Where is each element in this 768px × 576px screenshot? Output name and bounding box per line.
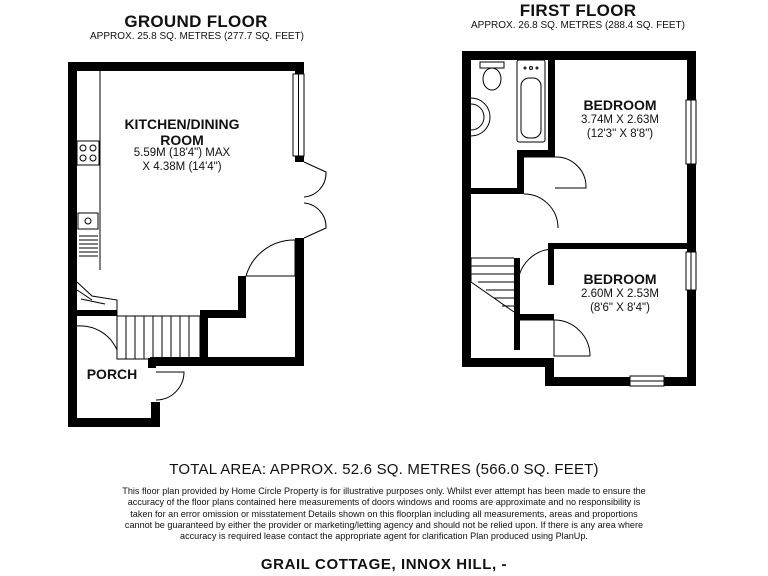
property-name: GRAIL COTTAGE, INNOX HILL, - xyxy=(260,556,508,573)
bedroom1-dim-line2: (12'3" X 8'8") xyxy=(586,128,654,140)
kitchen-dim-line2: X 4.38M (14'4") xyxy=(142,161,222,173)
ground-floor-area: APPROX. 25.8 SQ. METRES (277.7 SQ. FEET) xyxy=(90,31,304,42)
ground-floor-title: GROUND FLOOR xyxy=(124,12,268,31)
kitchen-dimensions xyxy=(100,146,264,174)
first-floor-area: APPROX. 26.8 SQ. METRES (288.4 SQ. FEET) xyxy=(471,20,685,31)
first-staircase xyxy=(471,258,514,312)
first-floor-title: FIRST FLOOR xyxy=(519,1,637,20)
bedroom2-dim-line1: 2.60M X 2.53M xyxy=(581,288,659,300)
porch-label: PORCH xyxy=(86,366,138,382)
french-doors xyxy=(304,162,326,238)
total-area: TOTAL AREA: APPROX. 52.6 SQ. METRES (566.0 SQ. FEET) xyxy=(169,461,599,478)
bathroom-fittings xyxy=(471,60,545,142)
kitchen-name-line1: KITCHEN/DINING xyxy=(124,116,240,132)
kitchen-dim-line1: 5.59M (18'4") MAX xyxy=(133,147,231,159)
kitchen-dining-label xyxy=(100,116,264,148)
ground-staircase xyxy=(77,282,200,359)
bedroom1-label: BEDROOM xyxy=(583,97,657,113)
kitchen-window xyxy=(293,74,304,156)
bedroom2-label: BEDROOM xyxy=(583,271,657,287)
kitchen-door-swing xyxy=(246,240,295,276)
bedroom2-dimensions xyxy=(560,287,680,315)
bedroom1-dimensions xyxy=(560,113,680,141)
disclaimer-text: This floor plan provided by Home Circle Property is for illustrative purposes only. Whilst ever attempt has been made to ensure the accuracy of the floor plans contained here measurements of doors windows and rooms are approximate and no responsibility is taken for an error omission or misstatement Details shown on this floorplan including all measurements, areas and proportions cannot be guaranteed by either the provider or marketing/letting agency and should not be relied upon. If there is any area where accuracy is required lease contact the appropriate agent for clarification Plan produced using PlanUp. xyxy=(122,486,646,542)
kitchen-name-line2: ROOM xyxy=(160,132,204,148)
bedroom1-dim-line1: 3.74M X 2.63M xyxy=(581,114,659,126)
kitchen-worktop xyxy=(77,71,100,270)
bedroom2-dim-line2: (8'6" X 8'4") xyxy=(590,302,650,314)
